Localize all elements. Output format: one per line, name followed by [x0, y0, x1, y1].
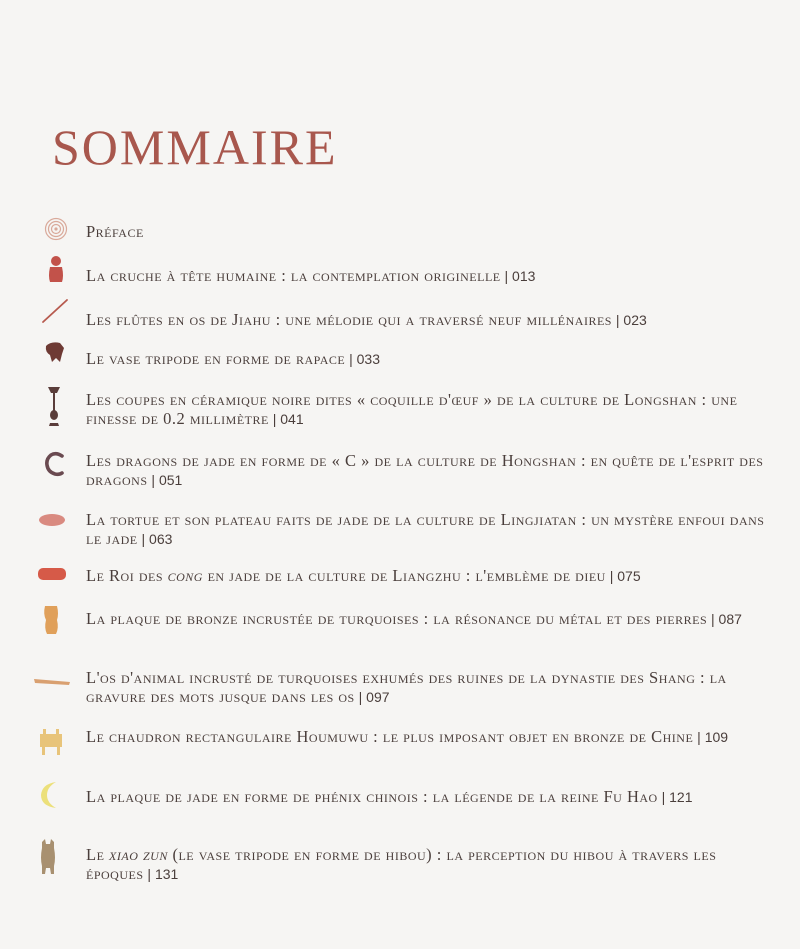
entry-title: Les dragons de jade en forme de « C » de la culture de Hongshan : en quête de l'esprit des dragons	[86, 451, 764, 489]
jade-turtle-icon	[37, 511, 67, 529]
owl-vessel-icon	[38, 838, 58, 876]
entry-title-italic: cong	[167, 566, 203, 585]
toc-entry[interactable]: Le vase tripode en forme de rapace | 033	[86, 349, 380, 368]
c-dragon-icon	[44, 451, 66, 477]
bone-flute-icon	[40, 297, 70, 325]
page-title: SOMMAIRE	[52, 119, 338, 175]
bronze-plaque-icon	[42, 604, 60, 636]
phoenix-plaque-icon	[36, 779, 62, 811]
toc-entry[interactable]: La tortue et son plateau faits de jade de la culture de Lingjiatan : un mystère enfoui dans le jade | 063	[86, 510, 765, 548]
toc-entry[interactable]: La cruche à tête humaine : la contemplation originelle | 013	[86, 266, 536, 285]
toc-entry[interactable]: La plaque de jade en forme de phénix chinois : la légende de la reine Fu Hao | 121	[86, 787, 693, 806]
toc-entry[interactable]: Le chaudron rectangulaire Houmuwu : le plus imposant objet en bronze de Chine | 109	[86, 727, 729, 746]
cauldron-icon	[38, 728, 64, 756]
toc-entry[interactable]: Les flûtes en os de Jiahu : une mélodie qui a traversé neuf millénaires | 023	[86, 310, 647, 329]
page-number: 033	[356, 351, 380, 367]
page-number: 051	[158, 472, 183, 488]
toc-entry[interactable]: Les dragons de jade en forme de « C » de la culture de Hongshan : en quête de l'esprit des dragons | 051	[86, 451, 764, 489]
entry-title-italic: xiao zun	[109, 845, 168, 864]
page-number: 023	[623, 312, 647, 328]
toc-entry[interactable]: La plaque de bronze incrustée de turquoises : la résonance du métal et des pierres | 087	[86, 609, 742, 628]
entry-title-cont: en jade de la culture de Liangzhu : l'emblème de dieu	[202, 566, 606, 585]
entry-title: Le	[86, 845, 110, 864]
entry-title: La plaque de jade en forme de phénix chinois : la légende de la reine Fu Hao	[86, 787, 658, 806]
toc-entry[interactable]: Le xiao zun (le vase tripode en forme de hibou) : la perception du hibou à travers les époques | 131	[86, 845, 717, 883]
oracle-bone-icon	[32, 674, 72, 688]
entry-title: Les flûtes en os de Jiahu : une mélodie qui a traversé neuf millénaires	[86, 310, 612, 329]
page-number: 097	[366, 689, 390, 705]
page-number: 121	[669, 789, 693, 805]
page-number: 013	[512, 268, 536, 284]
entry-title: Le vase tripode en forme de rapace	[86, 349, 346, 368]
raptor-vase-icon	[43, 340, 67, 364]
entry-title: Le chaudron rectangulaire Houmuwu : le plus imposant objet en bronze de Chine	[86, 727, 694, 746]
toc-entry[interactable]: Le Roi des cong en jade de la culture de Liangzhu : l'emblème de dieu | 075	[86, 566, 641, 585]
entry-title: La tortue et son plateau faits de jade de la culture de Lingjiatan : un mystère enfoui dans le jade	[86, 510, 765, 548]
toc-entry-preface[interactable]	[86, 222, 778, 241]
entry-title: La plaque de bronze incrustée de turquoises : la résonance du métal et des pierres	[86, 609, 708, 628]
page-number: 087	[718, 611, 742, 627]
human-head-jug-icon	[46, 254, 66, 284]
page-number: 109	[704, 729, 729, 745]
toc-entry[interactable]: Les coupes en céramique noire dites « coquille d'œuf » de la culture de Longshan : une finesse de 0.2 millimètre | 041	[86, 390, 738, 428]
entry-title: La cruche à tête humaine : la contemplation originelle	[86, 266, 501, 285]
entry-title: L'os d'animal incrusté de turquoises exhumés des ruines de la dynastie des Shang : la gravure des mots jusque dans les os	[86, 668, 727, 706]
spiral-icon	[44, 217, 68, 241]
entry-title: Les coupes en céramique noire dites « coquille d'œuf » de la culture de Longshan : une finesse de 0.2 millimètre	[86, 390, 738, 428]
entry-title: Le Roi des	[86, 566, 168, 585]
toc-entry[interactable]: L'os d'animal incrusté de turquoises exhumés des ruines de la dynastie des Shang : la gravure des mots jusque dans les os | 097	[86, 668, 727, 706]
entry-title-cont: (le vase tripode en forme de hibou) : la perception du hibou à travers les époques	[86, 845, 717, 883]
cong-icon	[36, 566, 68, 582]
entry-title: Préface	[86, 222, 144, 241]
eggshell-cup-icon	[46, 385, 62, 427]
page-number: 075	[617, 568, 641, 584]
page-number: 041	[280, 411, 304, 427]
page-number: 131	[154, 866, 179, 882]
page-number: 063	[149, 531, 173, 547]
